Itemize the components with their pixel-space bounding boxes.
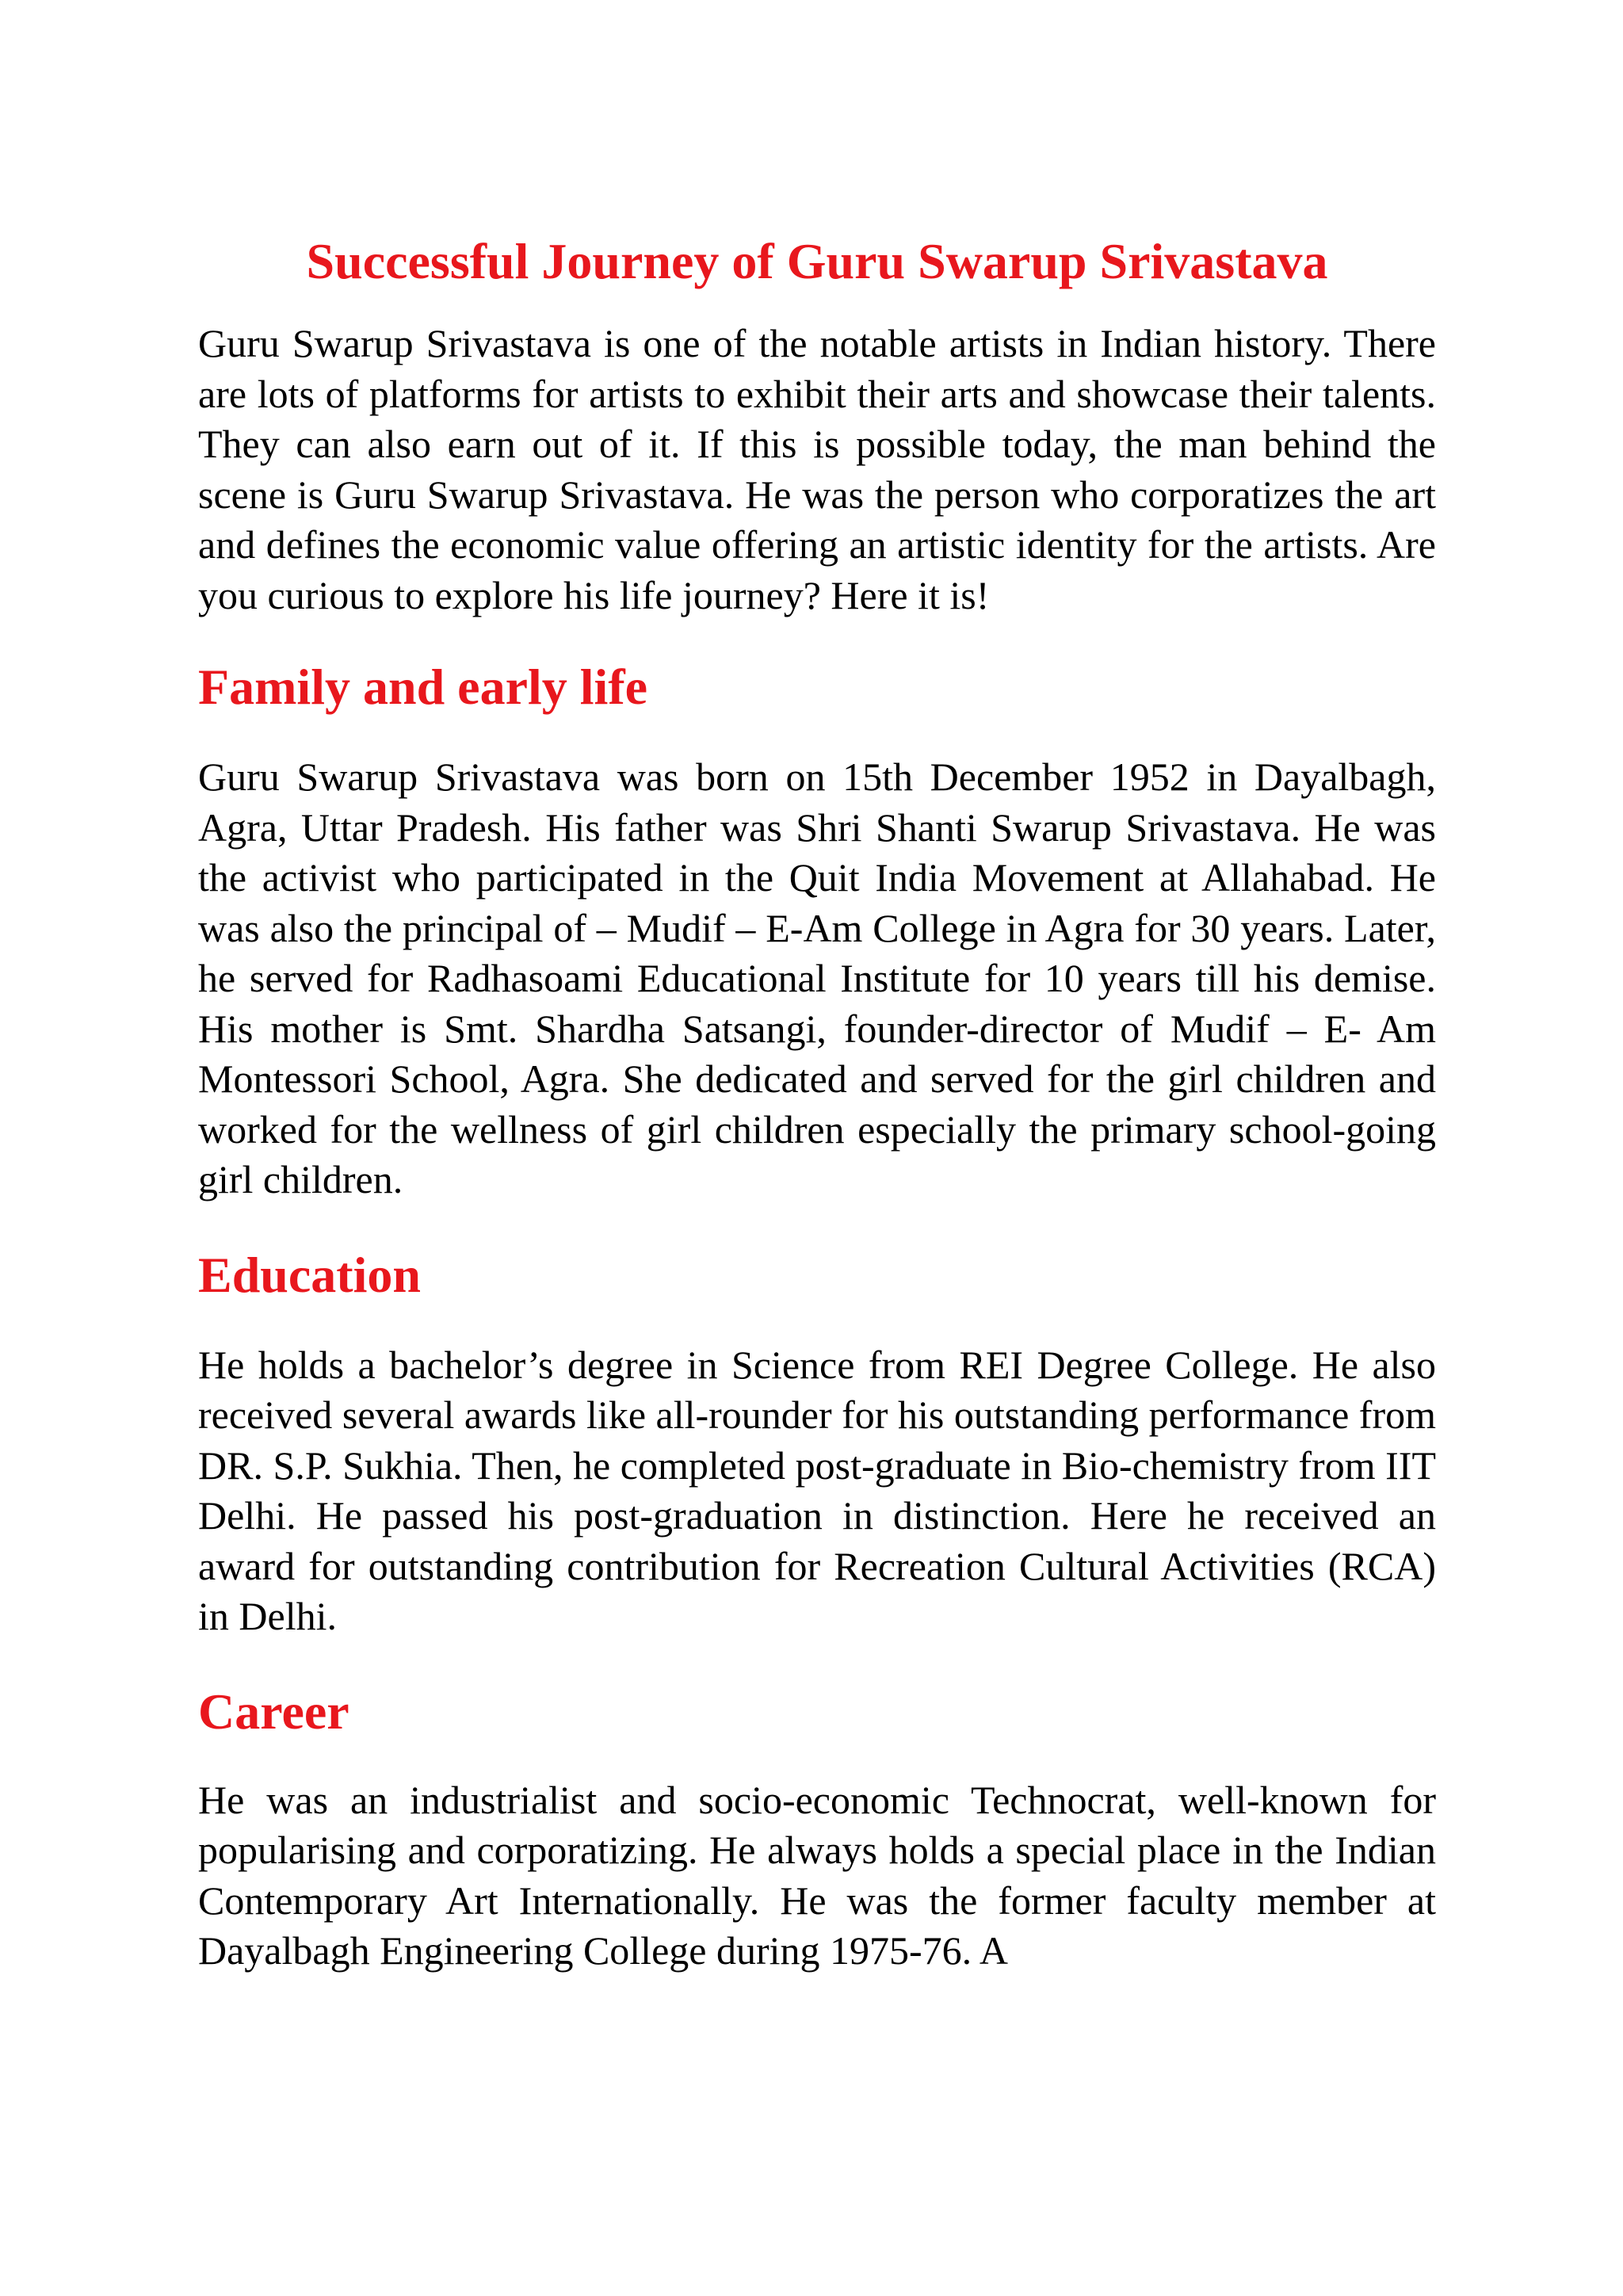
section-heading-career: Career [198,1683,349,1740]
section-heading-education: Education [198,1246,421,1303]
section-body-education: He holds a bachelor’s degree in Science from REI Degree College. He also received several awards like all-rounder for his outstanding performance from DR. S.P. Sukhia. Then, he completed post-graduate in Bio-chemistry from IIT Delhi. He passed his post-graduation in distinction. Here he received an award for outstanding contribution for Recreation Cultural Activities (RCA) in Delhi. [198,1342,1436,1638]
section-body-family-and-early-life: Guru Swarup Srivastava was born on 15th December 1952 in Dayalbagh, Agra, Uttar Pradesh. His father was Shri Shanti Swarup Srivastava. He was the activist who participated in the Quit India Movement at Allahabad. He was also the principal of – Mudif – E-Am College in Agra for 30 years. Later, he served for Radhasoami Educational Institute for 10 years till his demise. His mother is Smt. Shardha Satsangi, founder-director of Mudif – E- Am Montessori School, Agra. She dedicated and served for the girl children and worked for the wellness of girl children especially the primary school-going girl children. [198,755,1436,1201]
document-title: Successful Journey of Guru Swarup Srivastava [306,233,1328,289]
document-content [198,230,1436,1977]
section-heading-family-and-early-life: Family and early life [198,659,648,715]
intro-paragraph: Guru Swarup Srivastava is one of the notable artists in Indian history. There are lots of platforms for artists to exhibit their arts and showcase their talents. They can also earn out of it. If this is possible today, the man behind the scene is Guru Swarup Srivastava. He was the person who corporatizes the art and defines the economic value offering an artistic identity for the artists. Are you curious to explore his life journey? Here it is! [198,321,1436,617]
section-body-career: He was an industrialist and socio-economic Technocrat, well-known for popularising and corporatizing. He always holds a special place in the Indian Contemporary Art Internationally. He was the former faculty member at Dayalbagh Engineering College during 1975-76. A [198,1777,1436,1973]
